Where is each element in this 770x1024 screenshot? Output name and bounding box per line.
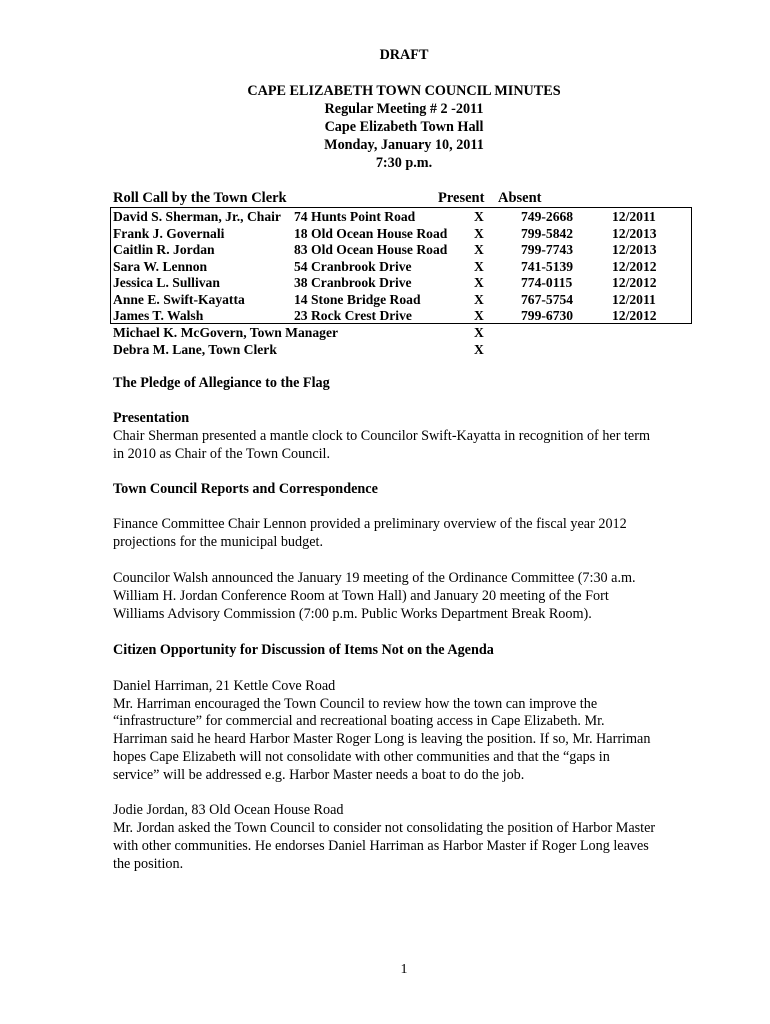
member-name: Caitlin R. Jordan bbox=[113, 242, 215, 257]
paragraph-line: Chair Sherman presented a mantle clock to Councilor Swift-Kayatta in recognition of her term bbox=[113, 428, 650, 444]
member-term: 12/2013 bbox=[612, 242, 657, 257]
member-name: James T. Walsh bbox=[113, 308, 204, 323]
member-address: 54 Cranbrook Drive bbox=[294, 259, 412, 274]
paragraph-line: William H. Jordan Conference Room at Town Hall) and January 20 meeting of the Fort bbox=[113, 588, 609, 604]
member-address: 14 Stone Bridge Road bbox=[294, 292, 421, 307]
paragraph-line: Finance Committee Chair Lennon provided a preliminary overview of the fiscal year 2012 bbox=[113, 516, 627, 532]
member-term: 12/2011 bbox=[612, 209, 656, 224]
paragraph-line: Daniel Harriman, 21 Kettle Cove Road bbox=[113, 678, 336, 694]
member-phone: 799-6730 bbox=[521, 308, 574, 323]
member-address: 38 Cranbrook Drive bbox=[294, 275, 412, 290]
member-name: David S. Sherman, Jr., Chair bbox=[113, 209, 281, 224]
reports-heading: Town Council Reports and Correspondence bbox=[113, 481, 378, 497]
staff-present: X bbox=[474, 342, 484, 357]
pledge-heading: The Pledge of Allegiance to the Flag bbox=[113, 375, 330, 391]
member-phone: 741-5139 bbox=[521, 259, 574, 274]
paragraph-line: in 2010 as Chair of the Town Council. bbox=[113, 446, 331, 462]
document-title: CAPE ELIZABETH TOWN COUNCIL MINUTES bbox=[247, 83, 561, 99]
roll-call-heading: Roll Call by the Town Clerk bbox=[113, 190, 287, 206]
citizen-heading: Citizen Opportunity for Discussion of Items Not on the Agenda bbox=[113, 642, 494, 658]
member-term: 12/2012 bbox=[612, 308, 657, 323]
member-name: Sara W. Lennon bbox=[113, 259, 208, 274]
meeting-number: Regular Meeting # 2 -2011 bbox=[324, 101, 484, 117]
paragraph-line: Williams Advisory Commission (7:00 p.m. Public Works Department Break Room). bbox=[113, 606, 592, 622]
paragraph-line: the position. bbox=[113, 856, 184, 872]
meeting-location: Cape Elizabeth Town Hall bbox=[324, 119, 484, 135]
staff-name: Debra M. Lane, Town Clerk bbox=[113, 342, 277, 357]
member-present: X bbox=[474, 292, 484, 307]
absent-column-header: Absent bbox=[498, 190, 542, 206]
member-name: Jessica L. Sullivan bbox=[113, 275, 220, 290]
member-address: 83 Old Ocean House Road bbox=[294, 242, 448, 257]
member-term: 12/2012 bbox=[612, 275, 657, 290]
member-term: 12/2012 bbox=[612, 259, 657, 274]
member-phone: 799-5842 bbox=[521, 226, 574, 241]
paragraph-line: projections for the municipal budget. bbox=[113, 534, 323, 550]
member-present: X bbox=[474, 209, 484, 224]
member-phone: 774-0115 bbox=[521, 275, 573, 290]
member-address: 23 Rock Crest Drive bbox=[294, 308, 412, 323]
member-present: X bbox=[474, 259, 484, 274]
member-present: X bbox=[474, 275, 484, 290]
paragraph-line: with other communities. He endorses Daniel Harriman as Harbor Master if Roger Long leaves bbox=[113, 838, 649, 854]
paragraph-line: Jodie Jordan, 83 Old Ocean House Road bbox=[113, 802, 344, 818]
paragraph-line: Mr. Jordan asked the Town Council to consider not consolidating the position of Harbor Master bbox=[113, 820, 656, 836]
draft-label: DRAFT bbox=[379, 47, 429, 63]
member-address: 18 Old Ocean House Road bbox=[294, 226, 448, 241]
member-name: Anne E. Swift-Kayatta bbox=[113, 292, 245, 307]
member-term: 12/2013 bbox=[612, 226, 657, 241]
member-present: X bbox=[474, 242, 484, 257]
paragraph-line: hopes Cape Elizabeth will not consolidate with other communities and that the “gaps in bbox=[113, 749, 610, 765]
member-present: X bbox=[474, 308, 484, 323]
present-column-header: Present bbox=[438, 190, 485, 206]
presentation-heading: Presentation bbox=[113, 410, 190, 426]
member-phone: 767-5754 bbox=[521, 292, 574, 307]
paragraph-line: Harriman said he heard Harbor Master Roger Long is leaving the position. If so, Mr. Harriman bbox=[113, 731, 651, 747]
paragraph-line: Councilor Walsh announced the January 19 meeting of the Ordinance Committee (7:30 a.m. bbox=[113, 570, 636, 586]
member-phone: 799-7743 bbox=[521, 242, 574, 257]
member-phone: 749-2668 bbox=[521, 209, 574, 224]
paragraph-line: “infrastructure” for commercial and recreational boating access in Cape Elizabeth. Mr. bbox=[113, 713, 605, 729]
member-term: 12/2011 bbox=[612, 292, 656, 307]
member-present: X bbox=[474, 226, 484, 241]
paragraph-line: Mr. Harriman encouraged the Town Council to review how the town can improve the bbox=[113, 696, 598, 712]
paragraph-line: service” will be addressed e.g. Harbor Master needs a boat to do the job. bbox=[113, 767, 525, 783]
meeting-date: Monday, January 10, 2011 bbox=[324, 137, 484, 153]
member-name: Frank J. Governali bbox=[113, 226, 225, 241]
staff-present: X bbox=[474, 325, 484, 340]
member-address: 74 Hunts Point Road bbox=[294, 209, 416, 224]
page-number: 1 bbox=[400, 962, 408, 977]
meeting-time: 7:30 p.m. bbox=[375, 155, 433, 171]
staff-name: Michael K. McGovern, Town Manager bbox=[113, 325, 339, 340]
